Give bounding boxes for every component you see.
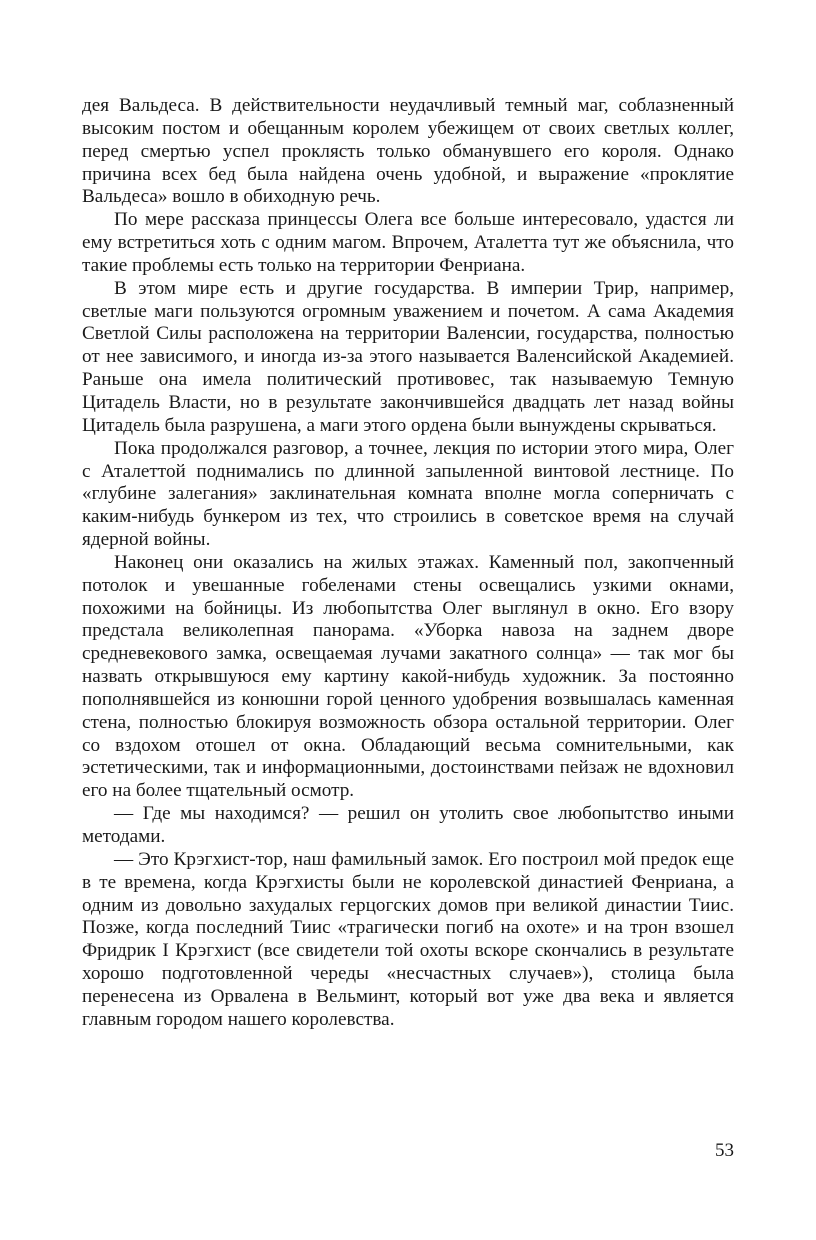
paragraph: В этом мире есть и другие государства. В империи Трир, например, светлые маги пользуются огромным уважением и почетом. А сама Академия Светлой Силы расположена на территории Валенсии, государства, полностью от нее зависимого, и иногда из-за этого называется Валенсийской Академией. Раньше она имела политический противовес, так называемую Темную Цитадель Власти, но в результате закончившейся двадцать лет назад войны Цитадель была разрушена, а маги этого ордена были вынуждены скрываться. — [82, 277, 734, 436]
paragraph: Наконец они оказались на жилых этажах. Каменный пол, закопченный потолок и увешанные гобеленами стены освещались узкими окнами, похожими на бойницы. Из любопытства Олег выглянул в окно. Его взору предстала великолепная панорама. «Уборка навоза на заднем дворе средневекового замка, освещаемая лучами закатного солнца» — так мог бы назвать открывшуюся ему картину какой-нибудь художник. За постоянно пополнявшейся из конюшни горой ценного удобрения возвышалась каменная стена, полностью блокируя возможность обзора остальной территории. Олег со вздохом отошел от окна. Обладающий весьма сомнительными, как эстетическими, так и информационными, достоинствами пейзаж не вдохновил его на более тщательный осмотр. — [82, 551, 734, 802]
paragraph: По мере рассказа принцессы Олега все больше интересовало, удастся ли ему встретиться хоть с одним магом. Впрочем, Аталетта тут же объяснила, что такие проблемы есть только на территории Фенриана. — [82, 209, 734, 276]
page-body — [82, 95, 734, 1032]
paragraph: — Это Крэгхист-тор, наш фамильный замок. Его построил мой предок еще в те времена, когда Крэгхисты были не королевской династией Фенриана, а одним из довольно захудалых герцогских домов при великой династии Тиис. Позже, когда последний Тиис «трагически погиб на охоте» и на трон взошел Фридрик I Крэгхист (все свидетели той охоты вскоре скончались в результате хорошо подготовленной череды «несчастных случаев»), столица была перенесена из Орвалена в Вельминт, который вот уже два века и является главным городом нашего королевства. — [82, 848, 734, 1030]
paragraph: дея Вальдеса. В действительности неудачливый темный маг, соблазненный высоким постом и обещанным королем убежищем от своих светлых коллег, перед смертью успел проклясть только обманувшего его короля. Однако причина всех бед была найдена очень удобной, и выражение «проклятие Вальдеса» вошло в обиходную речь. — [82, 95, 734, 208]
paragraph: — Где мы находимся? — решил он утолить свое любопытство иными методами. — [82, 803, 734, 847]
page-number: 53 — [715, 1140, 734, 1161]
paragraph: Пока продолжался разговор, а точнее, лекция по истории этого мира, Олег с Аталеттой поднимались по длинной запыленной винтовой лестнице. По «глубине залегания» заклинательная комната вполне могла соперничать с каким-нибудь бункером из тех, что строились в советское время на случай ядерной войны. — [82, 437, 734, 551]
